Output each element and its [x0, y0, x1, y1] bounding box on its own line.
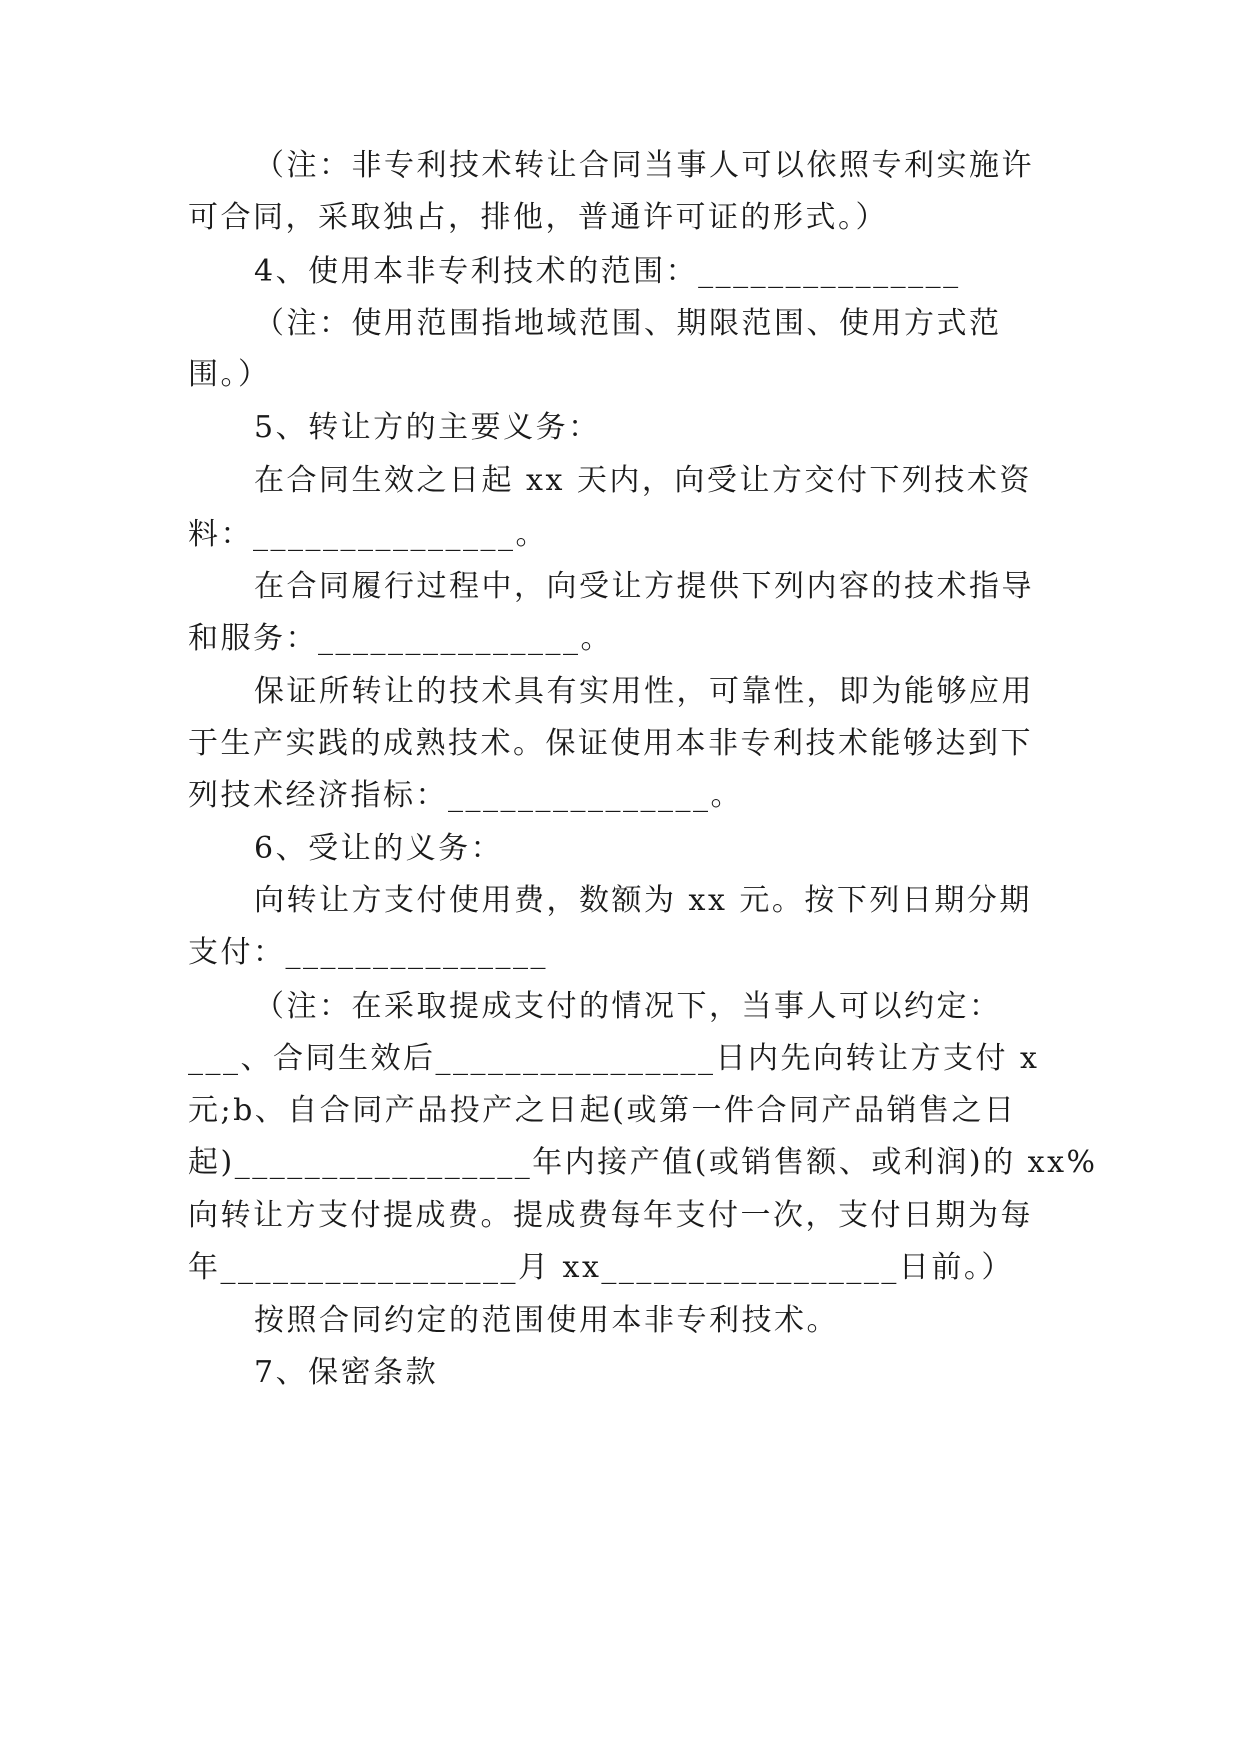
text-line: 料：_______________。	[188, 517, 548, 552]
text-line: 可合同，采取独占，排他，普通许可证的形式。）	[188, 200, 888, 235]
note-line: （注：使用范围指地域范围、期限范围、使用方式范	[254, 306, 1002, 341]
text-line: 在合同生效之日起 xx 天内，向受让方交付下列技术资	[254, 463, 1032, 498]
text-line: ___、合同生效后________________日内先向转让方支付 x	[188, 1041, 1040, 1076]
text-line: 向转让方支付提成费。提成费每年支付一次，支付日期为每	[188, 1198, 1033, 1233]
text-line: 于生产实践的成熟技术。保证使用本非专利技术能够达到下	[188, 726, 1033, 761]
text-line: 支付：_______________	[188, 935, 548, 970]
text-line: 元;b、自合同产品投产之日起(或第一件合同产品销售之日	[188, 1093, 1017, 1128]
clause-4-heading: 4、使用本非专利技术的范围：_______________	[254, 254, 961, 289]
note-line: （注：在采取提成支付的情况下，当事人可以约定：	[254, 989, 1002, 1024]
text-line: 保证所转让的技术具有实用性，可靠性，即为能够应用	[254, 674, 1034, 709]
text-line: 和服务：_______________。	[188, 621, 613, 656]
note-line: （注：非专利技术转让合同当事人可以依照专利实施许	[254, 148, 1034, 183]
clause-7-heading: 7、保密条款	[254, 1355, 439, 1390]
text-line: 在合同履行过程中，向受让方提供下列内容的技术指导	[254, 569, 1034, 604]
text-line: 列技术经济指标：_______________。	[188, 778, 743, 813]
text-line: 按照合同约定的范围使用本非专利技术。	[254, 1303, 839, 1338]
text-line: 向转让方支付使用费，数额为 xx 元。按下列日期分期	[254, 883, 1032, 918]
text-line: 围。）	[188, 357, 271, 392]
text-line: 年_________________月 xx_________________日前。）	[188, 1250, 1014, 1285]
text-line: 起)_________________年内接产值(或销售额、或利润)的 xx%	[188, 1145, 1098, 1180]
clause-6-heading: 6、受让的义务：	[254, 831, 504, 866]
clause-5-heading: 5、转让方的主要义务：	[254, 410, 601, 445]
